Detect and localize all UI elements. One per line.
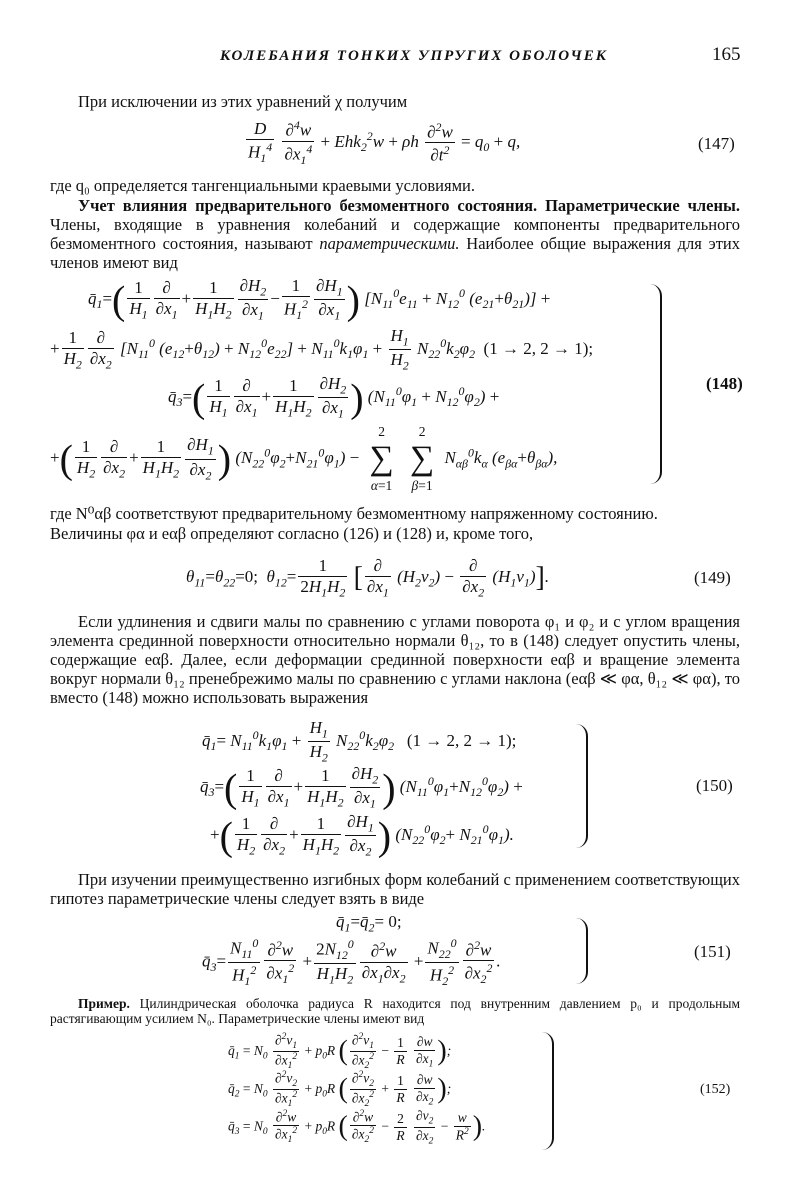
equation-148-line2: + $\frac{1}{H_2}$ $\frac{\partial}{\partial x_2}$ [$N_{11}^0$ $(e_{12}+\theta_{12}) + N_{12}^0e_{22}] + N_{11}^0k_1\varphi_1$ + $\frac{H_1}{H_2}$ $N_{22}^0k_2\varphi_2$ (1 → 2, 2 → 1); [50, 326, 594, 373]
equation-number-152: (152) [700, 1082, 731, 1097]
running-title: КОЛЕБАНИЯ ТОНКИХ УПРУГИХ ОБОЛОЧЕК [220, 48, 608, 64]
intro-line: При исключении из этих уравнений χ получим [78, 92, 408, 111]
equation-152-line2: $q̄_2 = N_0$ $\frac{\partial^2v_2}{\partial x_1^2}$ + $p_0R$ ( $\frac{\partial^2v_2}{\partial x_2^2}$ + $\frac{1}{R}$ $\frac{\partial w}{\partial x_2}$ ); [228, 1070, 452, 1110]
equation-148-line4: +( $\frac{1}{H_2}$ $\frac{\partial}{\partial x_2}$ + $\frac{1}{H_1H_2}$ $\frac{\partial H_1}{\partial x_2}$ ) $(N_{22}^0\varphi_2+N_{21}^0\varphi_1)$ − 2 ∑ α=1 2 ∑ β=1 $N_{\alpha\beta}^0k_\alpha$ $(e_{\beta\alpha}+\theta_{\beta\alpha})$, [50, 424, 558, 493]
example-paragraph: Пример. Цилиндрическая оболочка радиуса R находится под внутренним давлением p₀ и продольным растягивающим усилием N₀. Параметрические члены имеют вид [50, 996, 740, 1026]
q0-definition: где q₀ определяется тангенциальными краевыми условиями. [50, 176, 475, 195]
equation-149: $\theta_{11}=\theta_{22}=0$; $\theta_{12}=$ $\frac{1}{2H_1H_2}$ [ $\frac{\partial}{\partial x_1}$ $(H_2v_2)$ − $\frac{\partial}{\partial x_2}$ $(H_1v_1)$]. [186, 556, 550, 600]
equation-150-line2: $q̄_3=$( $\frac{1}{H_1}$ $\frac{\partial}{\partial x_1}$ + $\frac{1}{H_1H_2}$ $\frac{\partial H_2}{\partial x_1}$ ) $(N_{11}^0\varphi_1+N_{12}^0\varphi_2)$ + [200, 764, 523, 811]
page-number: 165 [712, 44, 741, 65]
brace-151 [572, 918, 588, 984]
section-paragraph: Учет влияния предварительного безмоментного состояния. Параметрические члены. Члены, входящие в уравнения колебаний и содержащие компоненты предварительного безмоментного состояния, называют параметрическими. Наиболее общие выражения для этих членов имеют вид [50, 196, 741, 272]
equation-number-150: (150) [696, 776, 733, 795]
equation-number-148: (148) [706, 374, 743, 393]
brace-150 [570, 724, 588, 848]
bending-forms-paragraph: При изучении преимущественно изгибных форм колебаний с применением соответствующих гипотез параметрические члены следует взять в виде [50, 870, 740, 908]
equation-number-151: (151) [694, 942, 731, 961]
equation-148-line1: $q̄_1=$( $\frac{1}{H_1}$ $\frac{\partial}{\partial x_1}$ + $\frac{1}{H_1H_2}$ $\frac{\partial H_2}{\partial x_1}$ − $\frac{1}{H_1^2}$ $\frac{\partial H_1}{\partial x_1}$ ) [$N_{11}^0e_{11} + N_{12}^0$ $(e_{21}+\theta_{21})$] + [88, 276, 551, 323]
brace-148 [640, 284, 662, 484]
equation-number-147: (147) [698, 134, 735, 153]
equation-151-line2: $q̄_3=$ $\frac{N_{11}^0}{H_1^2}$ $\frac{\partial^2w}{\partial x_1^2}$ + $\frac{2N_{12}^0}{H_1H_2}$ $\frac{\partial^2w}{\partial x_1\partial x_2}$ + $\frac{N_{22}^0}{H_2^2}$ $\frac{\partial^2w}{\partial x_2^2}$ . [202, 936, 501, 989]
brace-152 [538, 1032, 554, 1150]
small-deformation-paragraph: Если удлинения и сдвиги малы по сравнению с углами поворота φ₁ и φ₂ и с углом вращения элемента срединной поверхности относительно нормали θ₁₂, то в (148) следует опустить члены, содержащие eαβ. Далее, если деформации срединной поверхности eαβ и вращение элемента вокруг нормали θ₁₂ пренебрежимо малы по сравнению с углами наклона (eαβ ≪ φα, θ₁₂ ≪ φα), то вместо (148) можно использовать выражения [50, 612, 740, 707]
equation-151-line1: $q̄_1=q̄_2= 0$; [336, 912, 402, 935]
equation-152-line1: $q̄_1 = N_0$ $\frac{\partial^2v_1}{\partial x_1^2}$ + $p_0R$ ( $\frac{\partial^2v_1}{\partial x_2^2}$ − $\frac{1}{R}$ $\frac{\partial w}{\partial x_1}$ ); [228, 1032, 452, 1072]
equation-148-line3: $q̄_3=$( $\frac{1}{H_1}$ $\frac{\partial}{\partial x_1}$ + $\frac{1}{H_1H_2}$ $\frac{\partial H_2}{\partial x_1}$ ) $(N_{11}^0\varphi_1 + N_{12}^0\varphi_2)$ + [168, 374, 500, 421]
equation-number-149: (149) [694, 568, 731, 587]
example-label: Пример. [78, 996, 130, 1011]
section-heading: Учет влияния предварительного безмоментного состояния. Параметрические члены. [78, 196, 740, 215]
naβ-line: где N⁰αβ соответствуют предварительному безмоментному напряженному состоянию. [50, 504, 658, 523]
equation-150-line3: +( $\frac{1}{H_2}$ $\frac{\partial}{\partial x_2}$ + $\frac{1}{H_1H_2}$ $\frac{\partial H_1}{\partial x_2}$ ) $(N_{22}^0\varphi_2+ N_{21}^0\varphi_1)$. [210, 812, 514, 859]
values-line: Величины φα и eαβ определяют согласно (126) и (128) и, кроме того, [50, 524, 534, 543]
equation-150-line1: $q̄_1= N_{11}^0k_1\varphi_1$ + $\frac{H_1}{H_2}$ $N_{22}^0k_2\varphi_2$ (1 → 2, 2 → 1); [202, 718, 517, 765]
equation-147: $\frac{D}{H_1^4}$ $\frac{\partial^4w}{\partial x_1^4}$ + Ehk$_2^2$w + ρh $\frac{\partial^2w}{\partial t^2}$ = $q_0 + q$, [248, 118, 521, 167]
equation-152-line3: $q̄_3 = N_0$ $\frac{\partial^2w}{\partial x_1^2}$ + $p_0R$ ( $\frac{\partial^2w}{\partial x_2^2}$ − $\frac{2}{R}$ $\frac{\partial v_2}{\partial x_2}$ − $\frac{w}{R^2}$ ). [228, 1108, 486, 1147]
